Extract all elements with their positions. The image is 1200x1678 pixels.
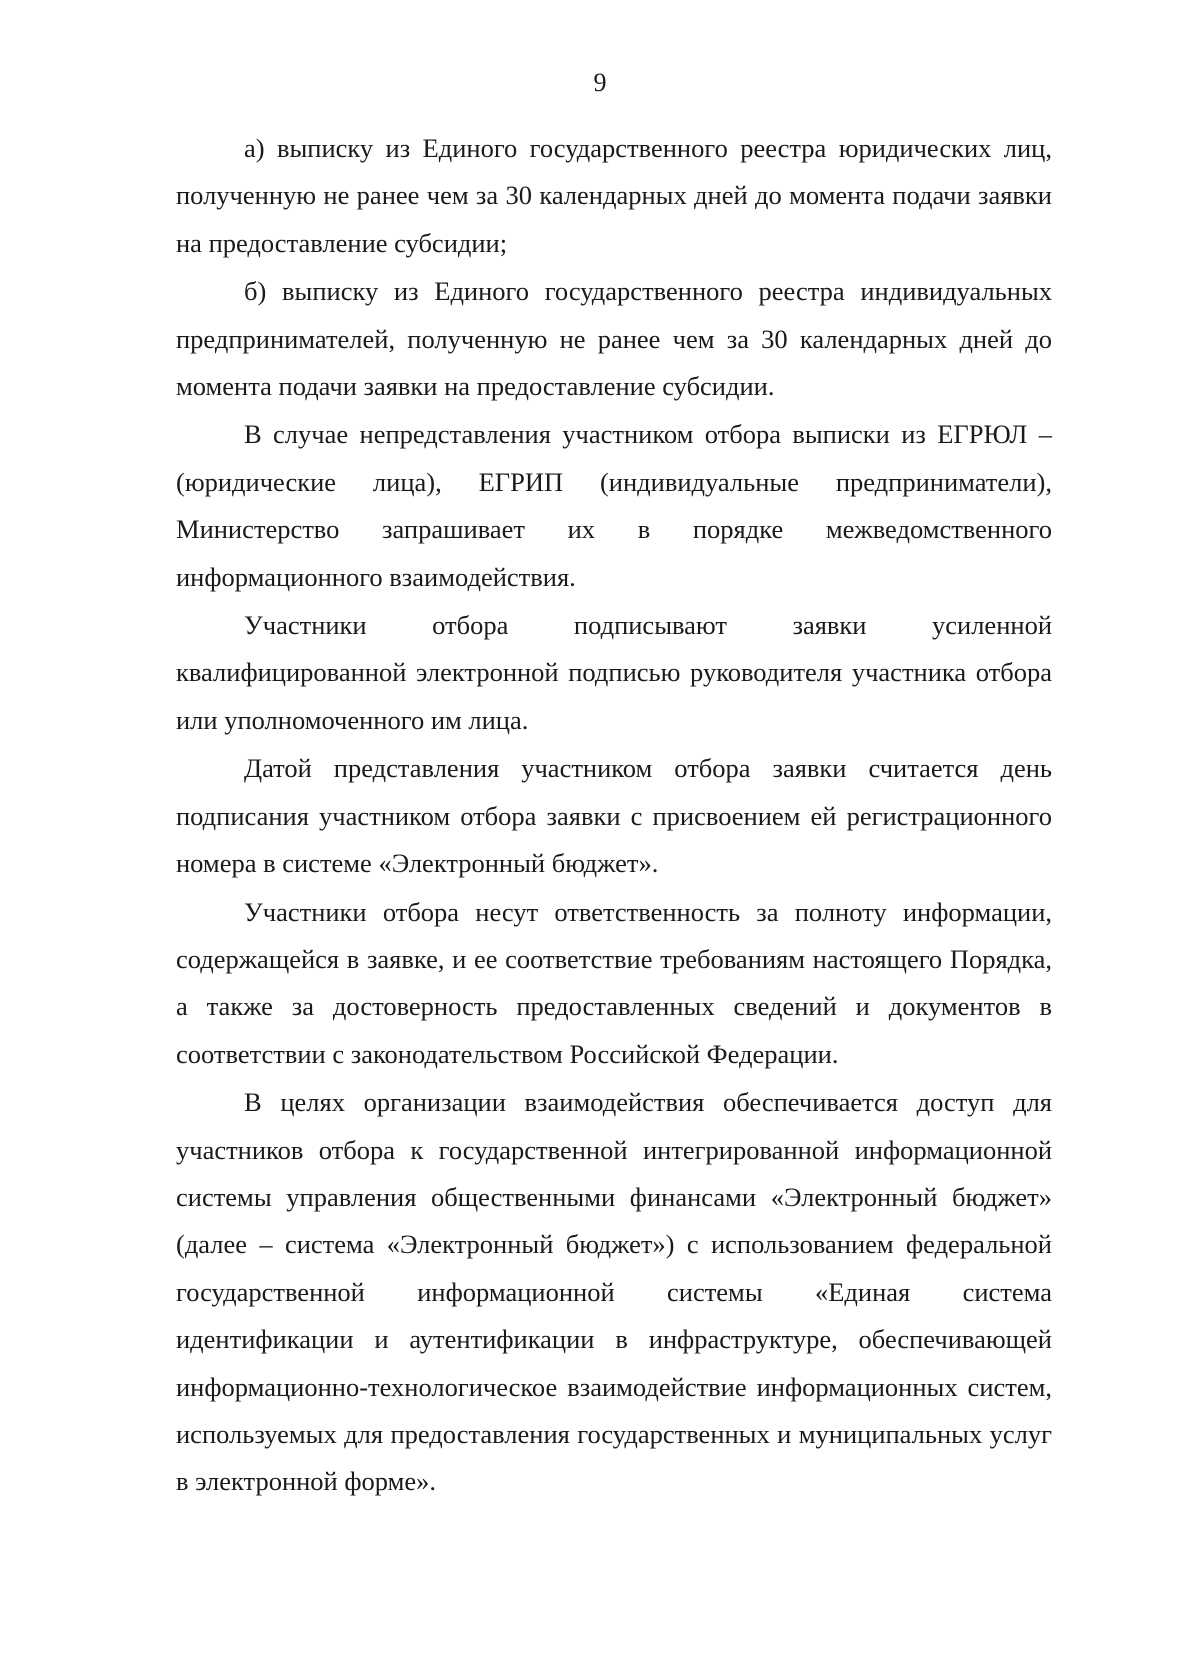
paragraph-interdepartmental-request: В случае непредставления участником отбора выписки из ЕГРЮЛ – (юридические лица), ЕГРИП (индивидуальные предприниматели), Министерство запрашивает их в порядке межведомственного информационного взаимодействия. xyxy=(176,419,1052,592)
paragraph-responsibility: Участники отбора несут ответственность за полноту информации, содержащейся в заявке, и ее соответствие требованиям настоящего Порядка, а также за достоверность предоставленных сведений и документов в соответствии с законодательством Российской Федерации. xyxy=(176,896,1052,1069)
paragraph-system-access: В целях организации взаимодействия обеспечивается доступ для участников отбора к государственной интегрированной информационной системы управления общественными финансами «Электронный бюджет» (далее – система «Электронный бюджет») с использованием федеральной государственной информационной системы «Единая система идентификации и аутентификации в инфраструктуре, обеспечивающей информационно-технологическое взаимодействие информационных систем, используемых для предоставления государственных и муниципальных услуг в электронной форме». xyxy=(176,1087,1052,1497)
paragraph-extract-entrepreneurs: б) выписку из Единого государственного реестра индивидуальных предпринимателей, полученную не ранее чем за 30 календарных дней до момента подачи заявки на предоставление субсидии. xyxy=(176,276,1052,402)
paragraph-electronic-signature: Участники отбора подписывают заявки усиленной квалифицированной электронной подписью руководителя участника отбора или уполномоченного им лица. xyxy=(176,610,1052,735)
page-number: 9 xyxy=(593,68,607,97)
document-body xyxy=(176,125,1052,1507)
paragraph-submission-date: Датой представления участником отбора заявки считается день подписания участником отбора заявки с присвоением ей регистрационного номера в системе «Электронный бюджет». xyxy=(176,753,1052,879)
paragraph-extract-legal-entities: а) выписку из Единого государственного реестра юридических лиц, полученную не ранее чем за 30 календарных дней до момента подачи заявки на предоставление субсидии; xyxy=(176,133,1052,258)
